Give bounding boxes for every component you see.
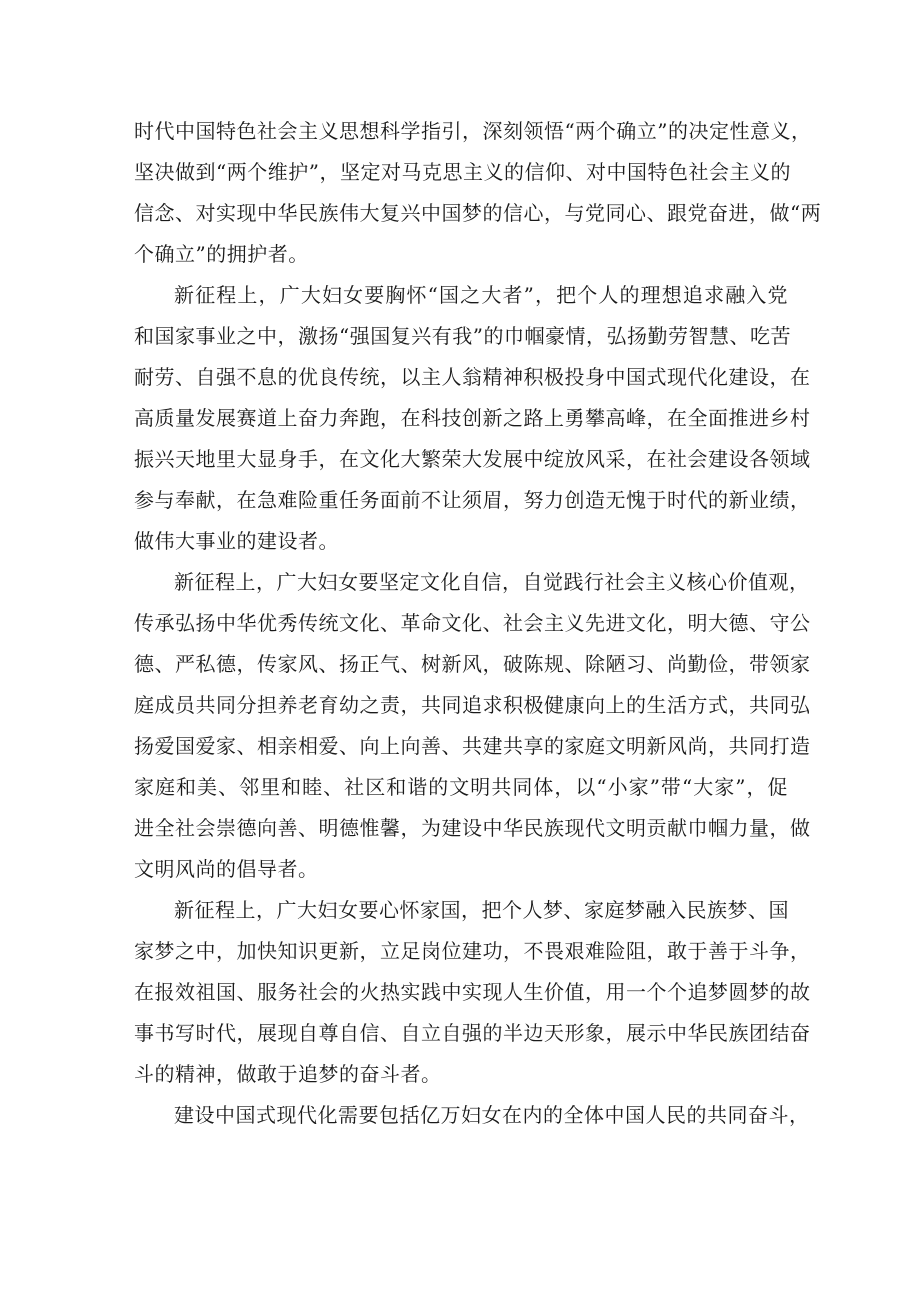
text-line: 庭成员共同分担养老育幼之责，共同追求积极健康向上的生活方式，共同弘 [134,693,811,717]
text-line: 进全社会崇德向善、明德惟馨，为建设中华民族现代文明贡献巾帼力量，做 [134,816,811,840]
text-line: 参与奉献，在急难险重任务面前不让须眉，努力创造无愧于时代的新业绩， [134,488,811,512]
text-line: 传承弘扬中华优秀传统文化、革命文化、社会主义先进文化，明大德、守公 [134,611,811,635]
paragraph-first-line: 新征程上，广大妇女要胸怀“国之大者”，把个人的理想追求融入党 [174,283,788,307]
text-line: 家梦之中，加快知识更新，立足岗位建功，不畏艰难险阻，敢于善于斗争， [134,939,811,963]
text-line: 文明风尚的倡导者。 [134,857,319,881]
paragraph-first-line: 新征程上，广大妇女要心怀家国，把个人梦、家庭梦融入民族梦、国 [174,898,789,922]
text-line: 做伟大事业的建设者。 [134,529,339,553]
paragraph-first-line: 建设中国式现代化需要包括亿万妇女在内的全体中国人民的共同奋斗， [174,1103,810,1127]
text-line: 耐劳、自强不息的优良传统，以主人翁精神积极投身中国式现代化建设，在 [134,365,811,389]
text-line: 个确立”的拥护者。 [134,242,309,266]
paragraph-first-line: 新征程上，广大妇女要坚定文化自信，自觉践行社会主义核心价值观， [174,570,810,594]
text-line: 事书写时代，展现自尊自信、自立自强的半边天形象，展示中华民族团结奋 [134,1021,811,1045]
text-line: 扬爱国爱家、相亲相爱、向上向善、共建共享的家庭文明新风尚，共同打造 [134,734,811,758]
text-line: 和国家事业之中，激扬“强国复兴有我”的巾帼豪情，弘扬勤劳智慧、吃苦 [134,324,791,348]
document-body [134,111,822,1136]
text-line: 家庭和美、邻里和睦、社区和谐的文明共同体，以“小家”带“大家”，促 [134,775,788,799]
text-line: 德、严私德，传家风、扬正气、树新风，破陈规、除陋习、尚勤俭，带领家 [134,652,811,676]
text-line: 斗的精神，做敢于追梦的奋斗者。 [134,1062,442,1086]
text-line: 信念、对实现中华民族伟大复兴中国梦的信心，与党同心、跟党奋进，做“两 [134,201,822,225]
text-line: 时代中国特色社会主义思想科学指引，深刻领悟“两个确立”的决定性意义， [134,119,812,143]
text-line: 振兴天地里大显身手，在文化大繁荣大发展中绽放风采，在社会建设各领域 [134,447,811,471]
text-line: 高质量发展赛道上奋力奔跑，在科技创新之路上勇攀高峰，在全面推进乡村 [134,406,811,430]
text-line: 坚决做到“两个维护”，坚定对马克思主义的信仰、对中国特色社会主义的 [134,160,791,184]
text-line: 在报效祖国、服务社会的火热实践中实现人生价值，用一个个追梦圆梦的故 [134,980,811,1004]
